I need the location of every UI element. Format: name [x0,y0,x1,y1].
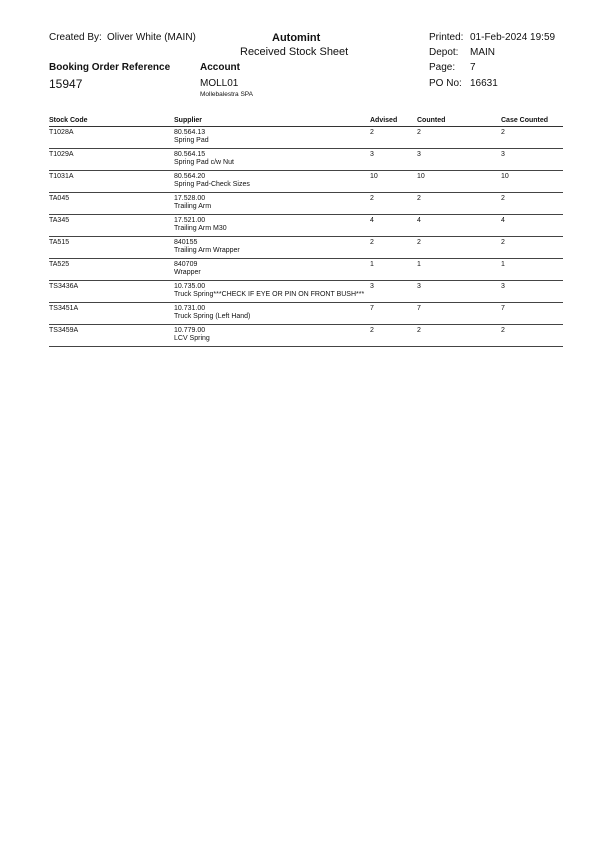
table-row [49,149,563,171]
col-supplier: Supplier [174,114,370,127]
table-row [49,193,563,215]
stock-code-cell: TS3436A [49,281,174,303]
page-label: Page: [429,62,456,73]
supplier-cell [174,281,370,303]
case-counted-cell: 10 [501,171,563,193]
printed-label: Printed: [429,32,464,43]
advised-cell: 2 [370,325,417,347]
table-row [49,237,563,259]
company-name: Automint [272,32,321,44]
supplier-cell [174,193,370,215]
supplier-cell [174,127,370,149]
supplier-ref: 840709 [174,261,198,268]
advised-cell: 3 [370,149,417,171]
supplier-cell [174,215,370,237]
created-by-value: Oliver White (MAIN) [107,32,196,43]
col-advised: Advised [370,114,417,127]
supplier-cell [174,149,370,171]
counted-cell: 3 [417,281,501,303]
counted-cell: 2 [417,127,501,149]
item-description: Trailing Arm [174,203,212,210]
advised-cell: 4 [370,215,417,237]
stock-code-cell: TA525 [49,259,174,281]
col-case-counted: Case Counted [501,114,563,127]
supplier-cell [174,171,370,193]
item-description: Spring Pad-Check Sizes [174,181,250,188]
advised-cell: 3 [370,281,417,303]
case-counted-cell: 3 [501,149,563,171]
supplier-ref: 840155 [174,239,198,246]
table-row [49,303,563,325]
item-description: Trailing Arm M30 [174,225,227,232]
item-description: Trailing Arm Wrapper [174,247,240,254]
depot-value: MAIN [470,47,495,58]
account-name: Mollebalestra SPA [200,91,253,98]
table-row [49,171,563,193]
stock-code-cell: T1028A [49,127,174,149]
stock-code-cell: TA515 [49,237,174,259]
counted-cell: 3 [417,149,501,171]
counted-cell: 2 [417,193,501,215]
po-value: 16631 [470,78,498,89]
printed-value: 01-Feb-2024 19:59 [470,32,556,43]
advised-cell: 7 [370,303,417,325]
table-row [49,281,563,303]
supplier-cell [174,259,370,281]
supplier-ref: 10.735.00 [174,283,206,290]
col-stock-code: Stock Code [49,114,174,127]
stock-code-cell: TA045 [49,193,174,215]
table-row [49,215,563,237]
item-description: Spring Pad [174,137,209,144]
stock-code-cell: TS3459A [49,325,174,347]
case-counted-cell: 3 [501,281,563,303]
table-row [49,325,563,347]
counted-cell: 2 [417,325,501,347]
account-label: Account [200,62,240,73]
booking-ref-label: Booking Order Reference [49,62,171,73]
advised-cell: 1 [370,259,417,281]
case-counted-cell: 2 [501,237,563,259]
counted-cell: 10 [417,171,501,193]
po-label: PO No: [429,78,462,89]
stock-code-cell: TA345 [49,215,174,237]
supplier-ref: 80.564.13 [174,129,206,136]
item-description: LCV Spring [174,335,210,342]
stock-code-cell: T1031A [49,171,174,193]
supplier-ref: 17.528.00 [174,195,206,202]
supplier-ref: 80.564.15 [174,151,206,158]
case-counted-cell: 2 [501,193,563,215]
item-description: Spring Pad c/w Nut [174,159,234,166]
sheet-title: Received Stock Sheet [240,46,349,58]
counted-cell: 4 [417,215,501,237]
advised-cell: 10 [370,171,417,193]
page-value: 7 [470,62,476,73]
case-counted-cell: 7 [501,303,563,325]
created-by-label: Created By: [49,32,102,43]
supplier-cell [174,303,370,325]
booking-ref-value: 15947 [49,77,83,91]
counted-cell: 1 [417,259,501,281]
supplier-ref: 10.779.00 [174,327,206,334]
counted-cell: 7 [417,303,501,325]
col-counted: Counted [417,114,501,127]
item-description: Truck Spring (Left Hand) [174,313,251,320]
stock-code-cell: TS3451A [49,303,174,325]
case-counted-cell: 1 [501,259,563,281]
advised-cell: 2 [370,127,417,149]
table-row [49,259,563,281]
supplier-ref: 17.521.00 [174,217,206,224]
case-counted-cell: 2 [501,325,563,347]
depot-label: Depot: [429,47,459,58]
advised-cell: 2 [370,237,417,259]
supplier-ref: 80.564.20 [174,173,206,180]
account-code: MOLL01 [200,78,239,89]
stock-code-cell: T1029A [49,149,174,171]
table-row [49,127,563,149]
counted-cell: 2 [417,237,501,259]
supplier-cell [174,237,370,259]
table-header-row [49,114,563,127]
advised-cell: 2 [370,193,417,215]
supplier-ref: 10.731.00 [174,305,206,312]
supplier-cell [174,325,370,347]
case-counted-cell: 2 [501,127,563,149]
item-description: Wrapper [174,269,201,276]
item-description: Truck Spring***CHECK IF EYE OR PIN ON FRONT BUSH*** [174,291,365,298]
stock-table [49,114,563,347]
case-counted-cell: 4 [501,215,563,237]
